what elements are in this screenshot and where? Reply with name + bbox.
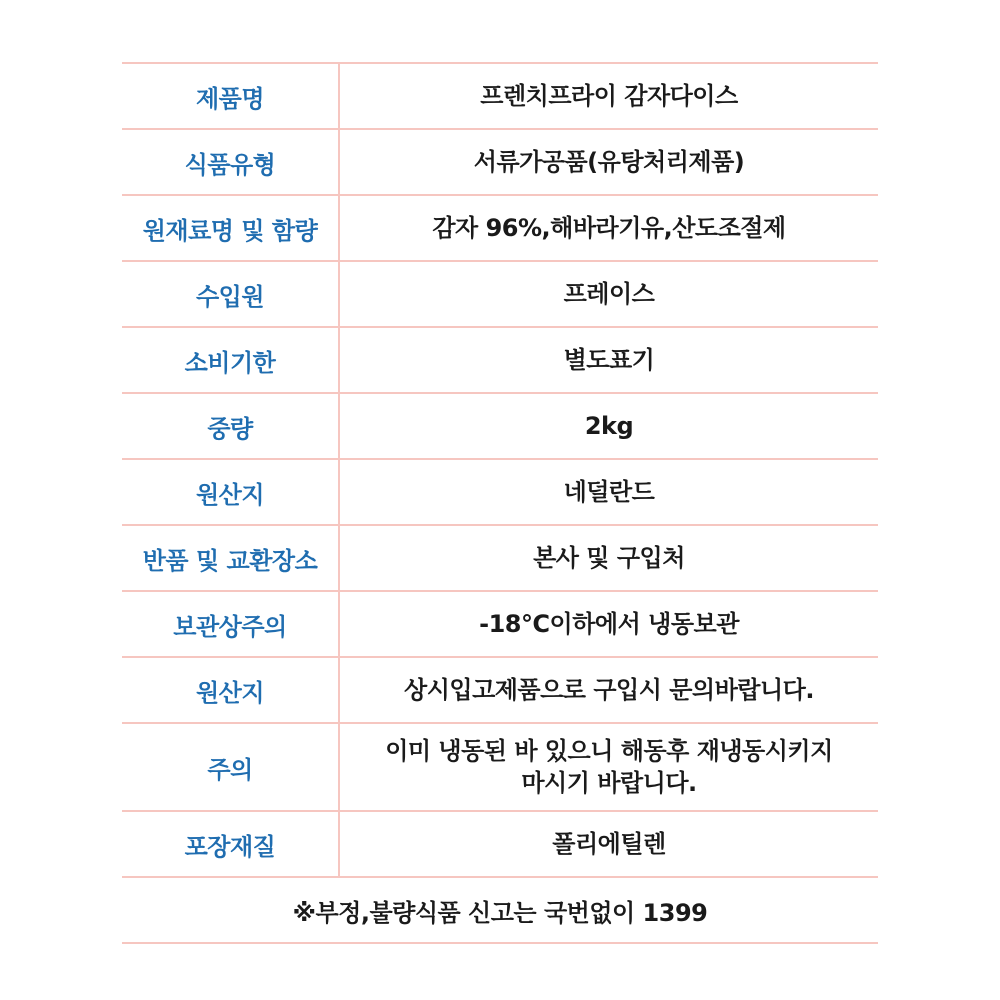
value-origin: 네덜란드 [339,459,878,525]
label-food-type: 식품유형 [122,129,339,195]
label-expiry: 소비기한 [122,327,339,393]
value-food-type: 서류가공품(유탕처리제품) [339,129,878,195]
row-storage [122,591,878,657]
label-packaging: 포장재질 [122,811,339,877]
value-caution [339,723,878,811]
row-origin-2 [122,657,878,723]
footer-report-notice: ※부정,불량식품 신고는 국번없이 1399 [122,877,878,943]
row-product-name [122,63,878,129]
value-caution-line-1: 이미 냉동된 바 있으니 해동후 재냉동시키지 [385,737,833,765]
row-weight [122,393,878,459]
label-caution: 주의 [122,723,339,811]
row-expiry [122,327,878,393]
row-food-type [122,129,878,195]
value-weight: 2kg [339,393,878,459]
label-weight: 중량 [122,393,339,459]
row-return-place [122,525,878,591]
value-ingredients: 감자 96%,해바라기유,산도조절제 [339,195,878,261]
product-info-table [122,62,878,944]
value-return-place: 본사 및 구입처 [339,525,878,591]
value-origin-2: 상시입고제품으로 구입시 문의바랍니다. [339,657,878,723]
value-caution-line-2: 마시기 바랍니다. [521,769,697,797]
label-product-name: 제품명 [122,63,339,129]
row-origin [122,459,878,525]
row-caution [122,723,878,811]
label-ingredients: 원재료명 및 함량 [122,195,339,261]
value-importer: 프레이스 [339,261,878,327]
label-origin-2: 원산지 [122,657,339,723]
value-product-name: 프렌치프라이 감자다이스 [339,63,878,129]
value-packaging: 폴리에틸렌 [339,811,878,877]
label-importer: 수입원 [122,261,339,327]
row-importer [122,261,878,327]
value-storage: -18℃이하에서 냉동보관 [339,591,878,657]
label-storage: 보관상주의 [122,591,339,657]
label-return-place: 반품 및 교환장소 [122,525,339,591]
label-origin: 원산지 [122,459,339,525]
row-packaging [122,811,878,877]
row-footer [122,877,878,943]
value-expiry: 별도표기 [339,327,878,393]
row-ingredients [122,195,878,261]
